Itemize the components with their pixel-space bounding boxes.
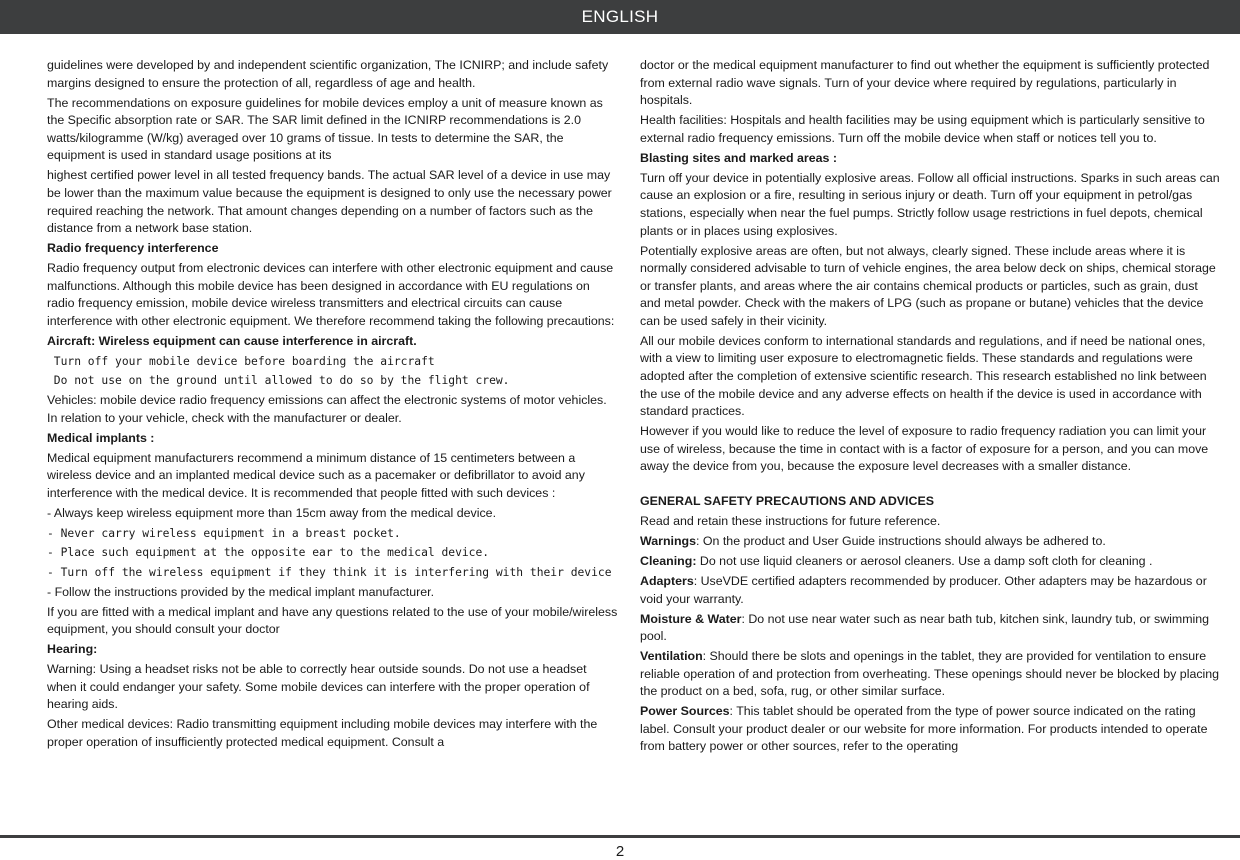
section-heading: Medical implants : (47, 430, 155, 445)
precaution-item (640, 533, 1220, 551)
footer-divider (0, 835, 1240, 838)
list-item: - Place such equipment at the opposite ear to the medical device. (47, 546, 490, 560)
precaution-label: Moisture & Water (640, 611, 742, 626)
precaution-text: : Do not use near water such as near bath tub, kitchen sink, laundry tub, or swimming pool. (640, 611, 1210, 644)
paragraph: Radio frequency output from electronic devices can interfere with other electronic equipment and cause malfunctions. Although this mobile device has been designed in accordance with EU regulations on radio frequency emission, mobile device wireless transmitters and electrical circuits can cause interference with other electronic equipment. We therefore recommend taking the following precautions: (47, 261, 615, 328)
list-item: - Always keep wireless equipment more than 15cm away from the medical device. (47, 505, 497, 520)
precaution-label: Power Sources (640, 704, 730, 719)
list-item: Turn off your mobile device before boarding the aircraft (47, 354, 435, 368)
right-column (640, 57, 1220, 758)
paragraph: highest certified power level in all tested frequency bands. The actual SAR level of a device in use may be lower than the maximum value because the equipment is designed to only use the necessary power required reaching the network. That amount changes depending on a number of factors such as the distance from a network base station. (47, 168, 612, 236)
section-heading: Aircraft: Wireless equipment can cause interference in aircraft. (47, 333, 417, 348)
section-heading: Blasting sites and marked areas : (640, 150, 837, 165)
precaution-text: : UseVDE certified adapters recommended by producer. Other adapters may be hazardous or void your warranty. (640, 573, 1207, 606)
paragraph: Potentially explosive areas are often, but not always, clearly signed. These include areas where it is normally considered advisable to turn of vehicle engines, the area below deck on ships, chemical storage or transfer plants, and areas where the air contains chemical products or particles, such as grain, dust and metal powder. Check with the makers of LPG (such as propane or butane) vehicles that the device can be used safely in their vicinity. (640, 243, 1216, 328)
paragraph: Medical equipment manufacturers recommend a minimum distance of 15 centimeters between a wireless device and an implanted medical device such as a pacemaker or defibrillator to avoid any interference with the medical device. It is recommended that people fitted with such devices : (47, 450, 585, 500)
paragraph: Other medical devices: Radio transmitting equipment including mobile devices may interfere with the proper operation of insufficiently protected medical equipment. Consult a (47, 717, 598, 749)
paragraph: If you are fitted with a medical implant and have any questions related to the use of your mobile/wireless equipment, you should consult your doctor (47, 604, 618, 637)
paragraph: Turn off your device in potentially explosive areas. Follow all official instructions. Sparks in such areas can cause an explosion or a fire, resulting in serious injury or death. Turn off your equipment in petrol/gas stations, especially when near the fuel pumps. Strictly follow usage restrictions in fuel depots, chemical plants or in places using explosives. (640, 170, 1220, 238)
section-heading: Radio frequency interference (47, 241, 219, 256)
paragraph: guidelines were developed by and independent scientific organization, The ICNIRP; and include safety margins designed to ensure the protection of all, regardless of age and health. (47, 58, 609, 90)
precaution-text: Do not use liquid cleaners or aerosol cleaners. Use a damp soft cloth for cleaning . (696, 553, 1153, 568)
page-header (0, 0, 1240, 34)
precaution-label: Adapters (640, 573, 694, 588)
paragraph: Health facilities: Hospitals and health facilities may be using equipment which is particularly sensitive to external radio frequency emissions. Turn off the mobile device when staff or notices tell you to. (640, 113, 1205, 145)
paragraph: doctor or the medical equipment manufacturer to find out whether the equipment is sufficiently protected from external radio wave signals. Turn of your device where required by regulations, particularly in hospitals. (640, 58, 1210, 108)
paragraph: Warning: Using a headset risks not be able to correctly hear outside sounds. Do not use a headset when it could endanger your safety. Some mobile devices can interfere with the proper operation of hearing aids. (47, 662, 590, 712)
header-title: ENGLISH (581, 7, 659, 26)
page-number: 2 (615, 843, 625, 860)
precaution-item (640, 703, 1220, 756)
precaution-text: : On the product and User Guide instructions should always be adhered to. (696, 533, 1106, 548)
precaution-label: Ventilation (640, 649, 703, 664)
paragraph: All our mobile devices conform to international standards and regulations, and if need be national ones, with a view to limiting user exposure to electromagnetic fields. These standards and regulations were adopted after the completion of extensive scientific research. This research established no link between the use of the mobile device and any adverse effects on health if the device is used in accordance with standard practices. (640, 333, 1207, 419)
list-item: - Never carry wireless equipment in a breast pocket. (47, 526, 401, 540)
paragraph: Read and retain these instructions for future reference. (640, 513, 941, 528)
precaution-text: : This tablet should be operated from the type of power source indicated on the rating label. Consult your product dealer or our website for more information. For products intended to operate from battery power or other sources, refer to the operating (640, 704, 1208, 754)
precaution-item (640, 611, 1220, 646)
list-item: Do not use on the ground until allowed to do so by the flight crew. (47, 374, 510, 388)
paragraph: The recommendations on exposure guidelines for mobile devices employ a unit of measure known as the Specific absorption rate or SAR. The SAR limit defined in the ICNIRP recommendations is 2.0 watts/kilogramme (W/kg) averaged over 10 grams of tissue. In tests to determine the SAR, the equipment is used in standard usage positions at its (47, 95, 603, 163)
paragraph: However if you would like to reduce the level of exposure to radio frequency radiation you can limit your use of wireless, because the time in contact with is a factor of exposure for a person, and you can move away the device from you, because the exposure level decreases with a smaller distance. (640, 424, 1209, 474)
left-column (47, 57, 619, 754)
precaution-label: Cleaning: (640, 553, 697, 568)
precaution-label: Warnings (640, 533, 696, 548)
section-heading: Hearing: (47, 642, 98, 657)
precaution-item (640, 573, 1220, 608)
precaution-text: : Should there be slots and openings in the tablet, they are provided for ventilation to ensure reliable operation of and protection from overheating. These openings should never be blocked by placing the product on a bed, sofa, rug, or other similar surface. (640, 649, 1220, 699)
section-heading: GENERAL SAFETY PRECAUTIONS AND ADVICES (640, 494, 934, 508)
precaution-item (640, 648, 1220, 701)
paragraph: Vehicles: mobile device radio frequency emissions can affect the electronic systems of motor vehicles. In relation to your vehicle, check with the manufacturer or dealer. (47, 393, 607, 425)
list-item: - Follow the instructions provided by the medical implant manufacturer. (47, 584, 435, 599)
precaution-item (640, 553, 1220, 571)
list-item: - Turn off the wireless equipment if they think it is interfering with their device (47, 565, 612, 579)
